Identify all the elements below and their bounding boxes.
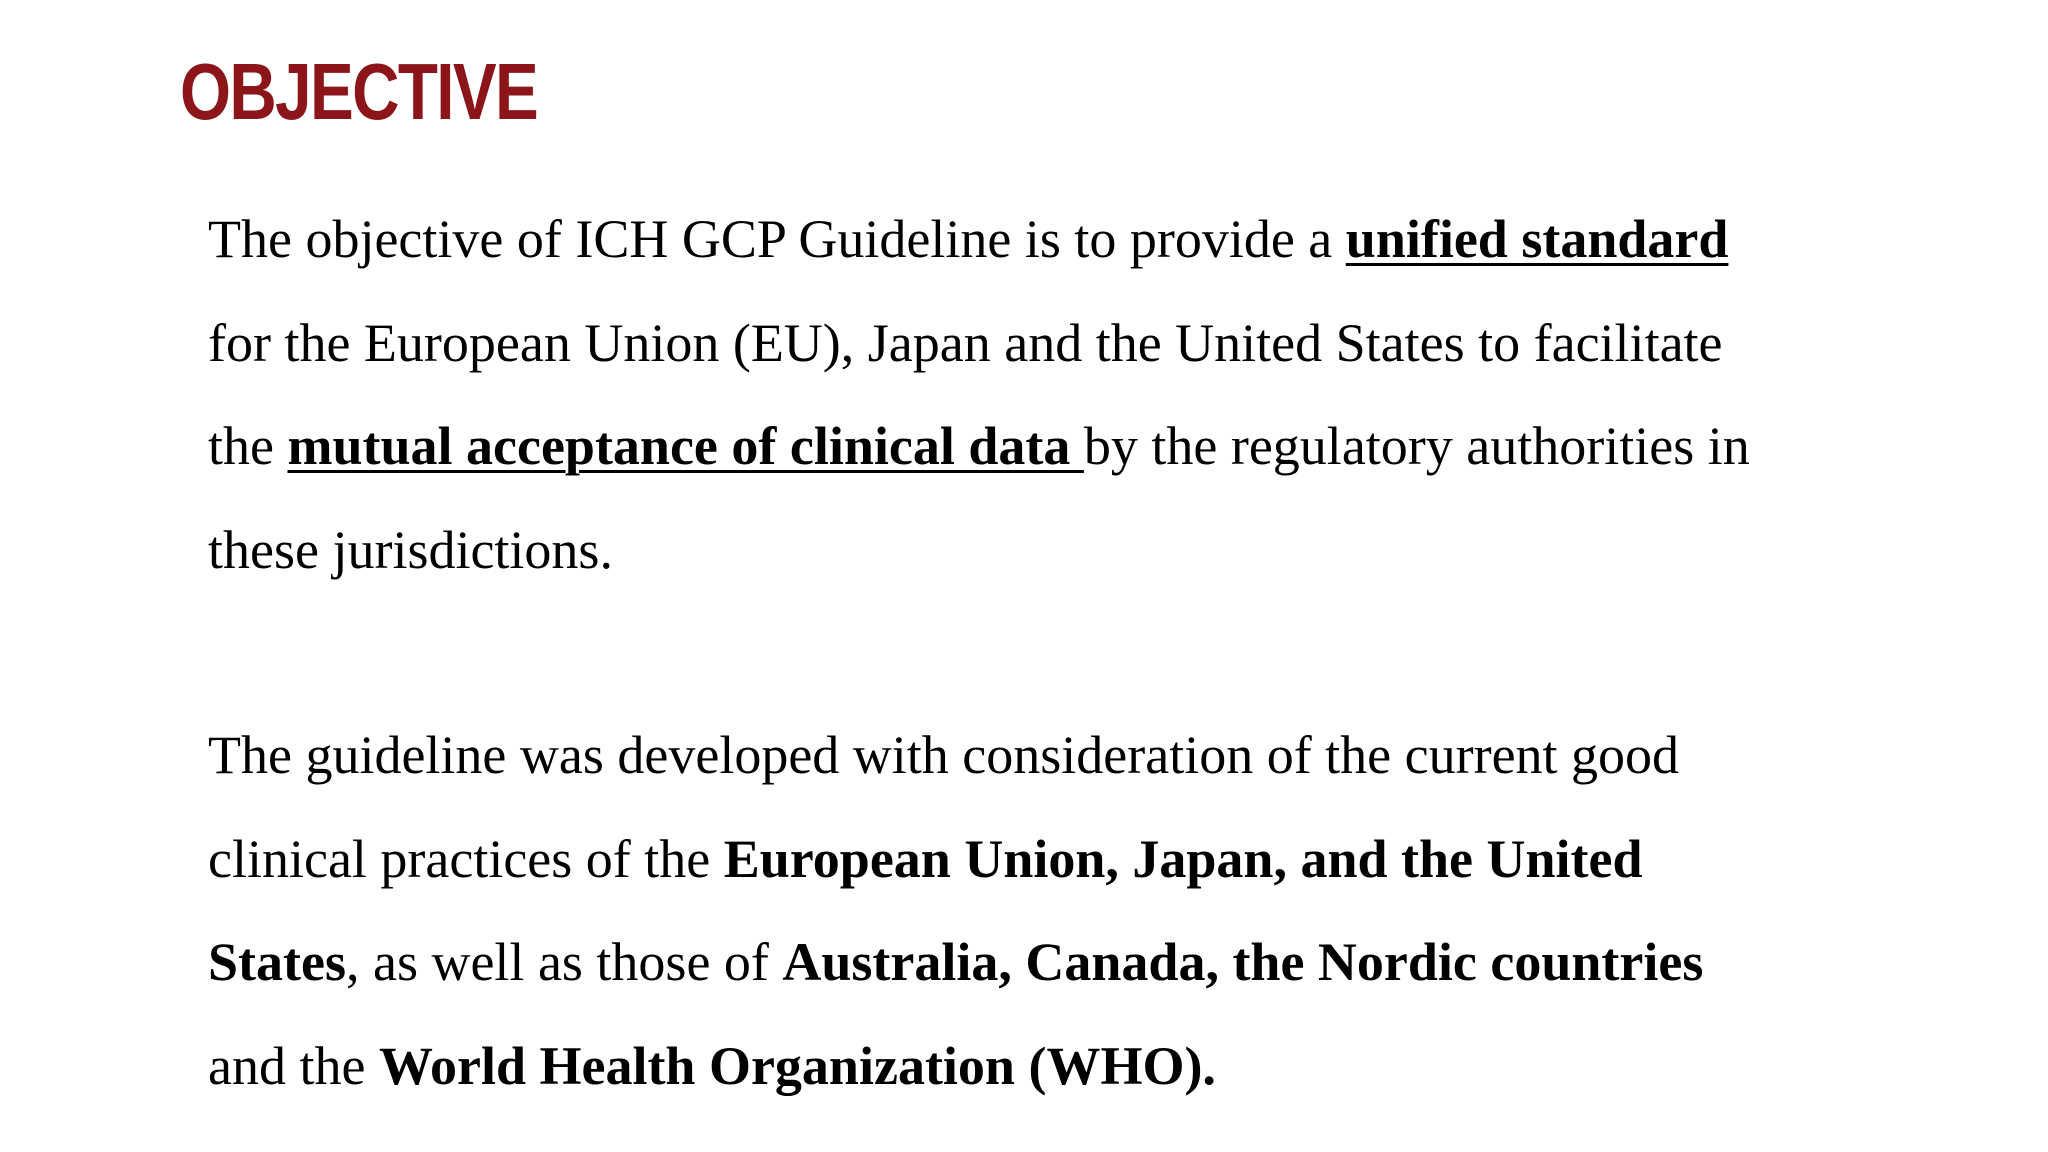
paragraph-line: The guideline was developed with consideration of the current good bbox=[208, 725, 1680, 785]
slide-title: OBJECTIVE bbox=[180, 47, 538, 136]
emphasis-who: World Health Organization (WHO). bbox=[378, 1035, 1216, 1096]
text-run: by the regulatory authorities in bbox=[1083, 416, 1750, 476]
emphasis-mutual-acceptance: mutual acceptance of clinical data bbox=[287, 416, 1084, 476]
paragraph-line: these jurisdictions. bbox=[208, 519, 613, 580]
text-run: and the bbox=[208, 1035, 379, 1096]
paragraph-line bbox=[208, 808, 1908, 912]
text-run: the bbox=[208, 416, 288, 476]
text-run: clinical practices of the bbox=[208, 828, 724, 889]
paragraph-line bbox=[208, 188, 1908, 292]
paragraph-line bbox=[208, 911, 1908, 1015]
paragraph-line bbox=[208, 395, 1908, 499]
objective-paragraph bbox=[208, 188, 1908, 602]
text-run: , as well as those of bbox=[345, 932, 783, 992]
paragraph-line bbox=[208, 1015, 1908, 1119]
emphasis-regions: European Union, Japan, and the United bbox=[723, 828, 1643, 889]
emphasis-states: States bbox=[208, 932, 346, 992]
emphasis-other-countries: Australia, Canada, the Nordic countries bbox=[782, 932, 1704, 992]
text-run: The objective of ICH GCP Guideline is to provide a bbox=[208, 209, 1346, 269]
paragraph-line: for the European Union (EU), Japan and the United States to facilitate bbox=[208, 312, 1723, 373]
emphasis-unified-standard: unified standard bbox=[1345, 209, 1729, 269]
development-paragraph bbox=[208, 704, 1908, 1118]
